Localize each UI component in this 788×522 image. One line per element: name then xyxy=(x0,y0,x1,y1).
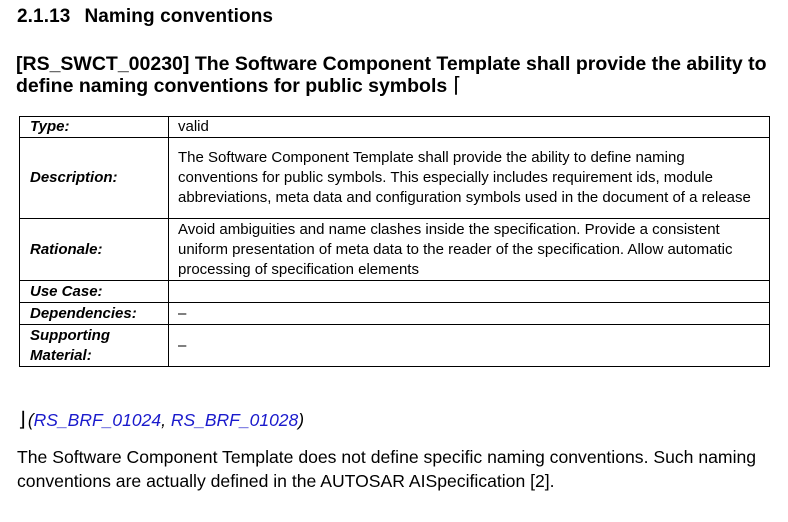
requirement-title xyxy=(16,54,776,97)
table-row xyxy=(20,303,770,325)
row-label: Supporting Material: xyxy=(20,325,169,367)
trace-separator: , xyxy=(161,410,171,430)
open-bracket: ⌈ xyxy=(453,74,462,97)
table-row xyxy=(20,219,770,281)
row-value: – xyxy=(169,325,770,367)
section-heading xyxy=(17,6,273,28)
trace-close-paren: ) xyxy=(298,410,305,430)
row-label: Rationale: xyxy=(20,219,169,281)
row-value: The Software Component Template shall provide the ability to define naming conventions for public symbols. This especially includes requirement ids, module abbreviations, meta data and configuration symbols used in the document of a release xyxy=(169,138,770,219)
table-row xyxy=(20,117,770,138)
row-label: Type: xyxy=(20,117,169,138)
section-number: 2.1.13 xyxy=(17,6,71,27)
trace-link-rs-brf-01024[interactable]: RS_BRF_01024 xyxy=(33,410,162,430)
row-value: – xyxy=(169,303,770,325)
trace-open-paren: ( xyxy=(27,410,34,430)
row-value xyxy=(169,281,770,303)
row-label: Dependencies: xyxy=(20,303,169,325)
row-label: Use Case: xyxy=(20,281,169,303)
trace-line xyxy=(18,407,304,432)
row-value: Avoid ambiguities and name clashes inside the specification. Provide a consistent uniform presentation of meta data to the reader of the specification. Allow automatic processing of specification elements xyxy=(169,219,770,281)
requirement-table xyxy=(19,116,770,367)
row-label: Description: xyxy=(20,138,169,219)
trace-link-rs-brf-01028[interactable]: RS_BRF_01028 xyxy=(170,410,299,430)
table-row xyxy=(20,281,770,303)
table-row xyxy=(20,325,770,367)
section-title: Naming conventions xyxy=(84,6,274,27)
row-value: valid xyxy=(169,117,770,138)
table-row xyxy=(20,138,770,219)
requirement-title-text: [RS_SWCT_00230] The Software Component Template shall provide the ability to define naming conventions for public symbols xyxy=(16,53,767,97)
body-paragraph: The Software Component Template does not define specific naming conventions. Such naming conventions are actually defined in the AUTOSAR AISpecification [2]. xyxy=(17,447,757,491)
close-bracket: ⌋ xyxy=(18,409,26,431)
